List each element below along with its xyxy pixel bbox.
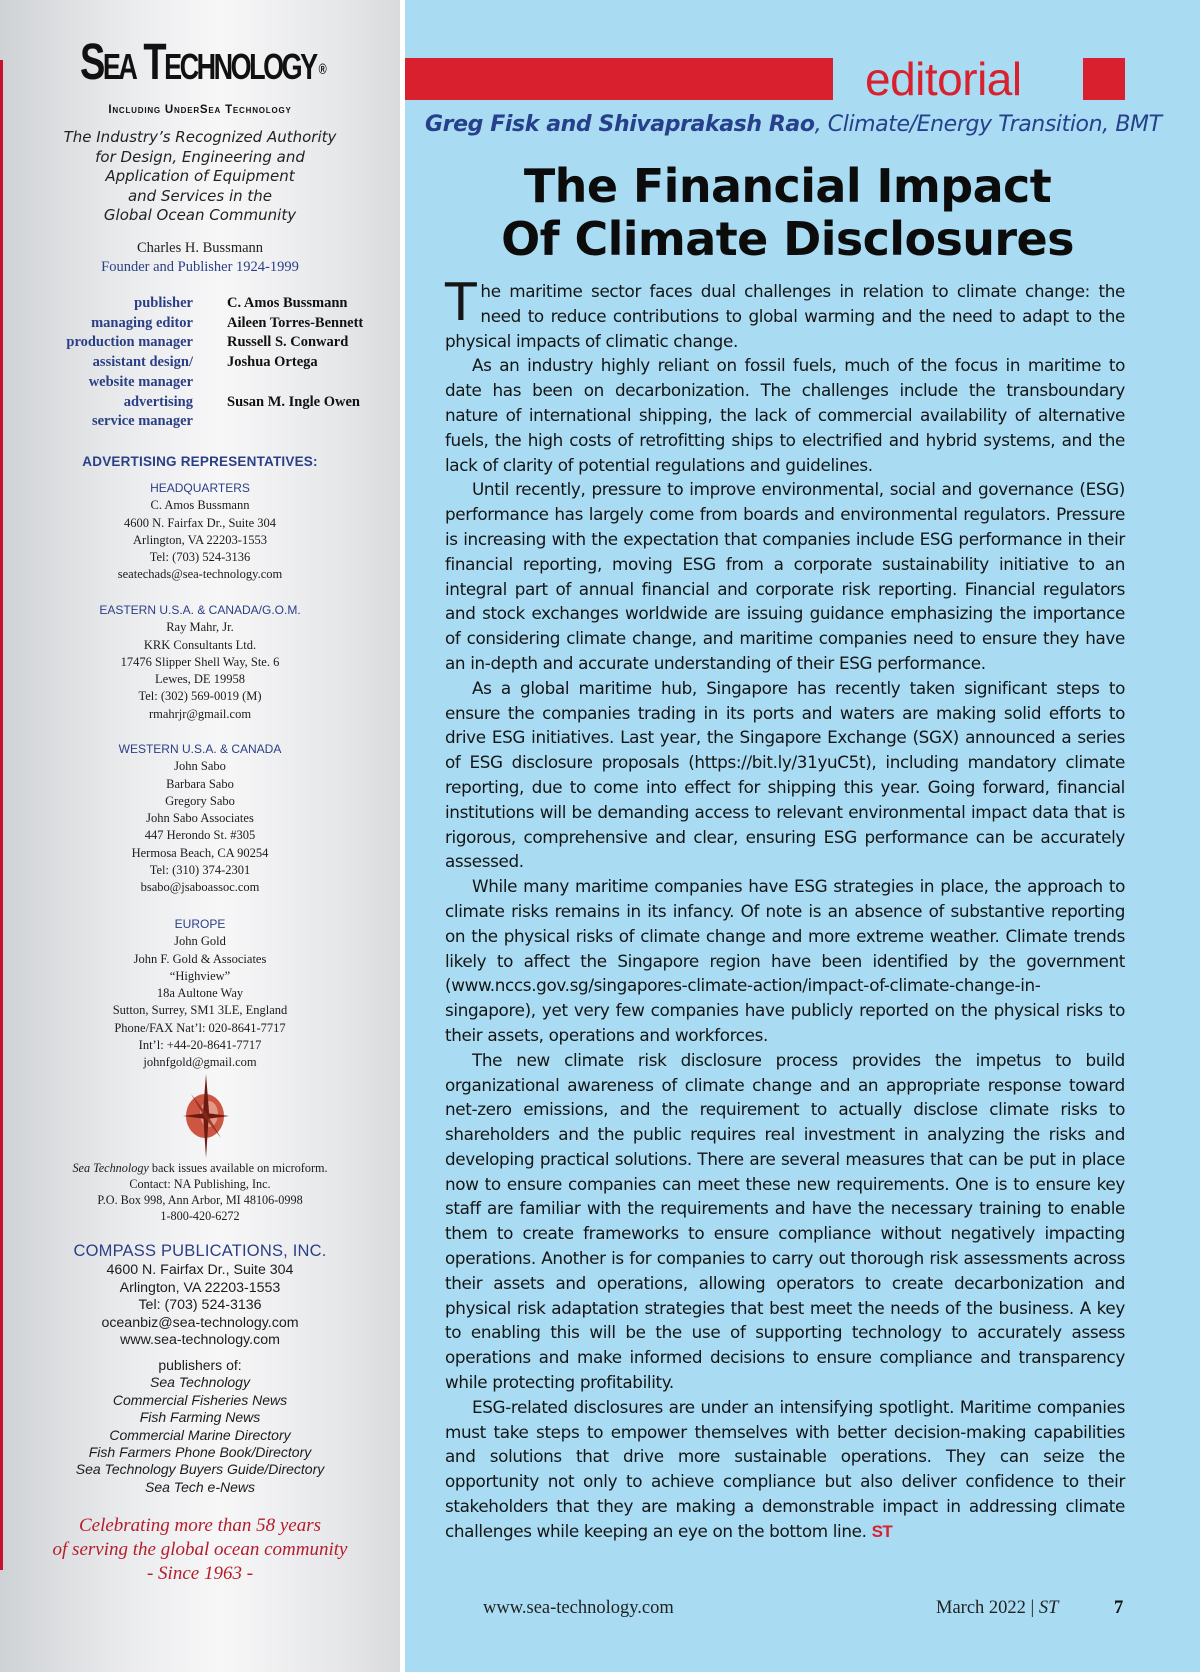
rep-line: Int’l: +44-20-8641-7717 xyxy=(138,1038,262,1053)
title-line: Of Climate Disclosures xyxy=(501,212,1074,266)
slogan-line: Celebrating more than 58 years xyxy=(78,1515,322,1536)
rep-title: WESTERN U.S.A. & CANADA xyxy=(118,742,282,756)
rep-line: Tel: (703) 524-3136 xyxy=(149,550,251,565)
staff-row xyxy=(0,393,400,413)
rep-headquarters xyxy=(40,480,360,584)
rep-europe xyxy=(40,916,360,1072)
staff-list xyxy=(0,294,400,432)
anniversary-slogan xyxy=(40,1514,360,1586)
slogan-line: - Since 1963 - xyxy=(146,1563,254,1584)
body-paragraph: The new climate risk disclosure process provides the impetus to build organizational awareness of climate change and an appropriate response toward net-zero emissions, and the requirement to actually disclose climate risks to shareholders and the public requires real investment in analyzing the risks and developing practical solutions. There are several measures that can be put in place now to ensure companies can meet these new requirements. One is to ensure key staff are familiar with the requirements and have the necessary training to enable them to create frameworks to ensure compliance without negatively impacting operations. Another is for companies to carry out thorough risk assessments across their assets and operations, allowing operators to create decarbonization and physical risk adaptation strategies that best meet the needs of the business. A key to enabling this will be the use of supporting technology to accurately assess operations and make informed decisions to ensure compliance and transparency while protecting profitability. xyxy=(445,1049,1125,1393)
rep-email[interactable]: johnfgold@gmail.com xyxy=(143,1055,257,1070)
rep-line: Tel: (310) 374-2301 xyxy=(149,863,251,878)
tagline-line: for Design, Engineering and xyxy=(95,147,305,166)
editorial-article xyxy=(405,0,1200,1672)
tagline-line: Application of Equipment xyxy=(105,167,295,186)
rep-line: John Sabo Associates xyxy=(146,811,254,826)
publication-title: Commercial Marine Directory xyxy=(109,1426,291,1443)
rep-line: 17476 Slipper Shell Way, Ste. 6 xyxy=(120,654,280,669)
masthead-column xyxy=(0,0,400,1672)
body-paragraph xyxy=(445,273,1125,353)
rep-line: Lewes, DE 19958 xyxy=(155,672,245,687)
body-paragraph: As a global maritime hub, Singapore has recently taken significant steps to ensure the companies trading in its ports and waters are making solid efforts to drive ESG initiatives. Last year, the Singapore Exchange (SGX) announced a series of ESG disclosure proposals (https://bit.ly/31yuC5t), including mandatory climate reporting, due to come into effect for shipping this year. Going forward, financial institutions will be demanding access to relevant environmental impact data that is rigorous, comprehensive and clear, ensuring ESG performance can be accurately assessed. xyxy=(445,677,1125,872)
red-edge-strip xyxy=(0,60,3,1570)
rep-western xyxy=(40,741,360,897)
body-paragraph: As an industry highly reliant on fossil fuels, much of the focus in maritime to date has been on decarbonization. The challenges include the transboundary nature of international shipping, the lack of commercial availability of alternative fuels, the high costs of retrofitting ships to electrified and hybrid systems, and the lack of clarity of potential regulations and guidelines. xyxy=(445,355,1125,475)
footer-issue-date xyxy=(936,1598,1058,1619)
rep-line: Barbara Sabo xyxy=(166,776,234,791)
staff-row xyxy=(0,314,400,334)
staff-role: service manager xyxy=(91,413,193,430)
rep-title: EASTERN U.S.A. & CANADA/G.O.M. xyxy=(99,603,301,617)
ad-reps-heading: ADVERTISING REPRESENTATIVES: xyxy=(82,454,318,469)
rep-line: Phone/FAX Nat’l: 020-8641-7717 xyxy=(114,1020,286,1035)
publisher-email[interactable]: oceanbiz@sea-technology.com xyxy=(101,1314,299,1331)
byline-authors: Greg Fisk and Shivaprakash Rao xyxy=(425,112,815,137)
staff-row xyxy=(0,412,400,432)
publisher-website[interactable]: www.sea-technology.com xyxy=(120,1332,280,1349)
staff-role: website manager xyxy=(88,373,193,390)
staff-person: Aileen Torres-Bennett xyxy=(227,314,364,331)
logo-subtitle: Including UnderSea Technology xyxy=(108,104,292,116)
article-title xyxy=(405,160,1170,266)
rep-line: Gregory Sabo xyxy=(165,793,235,808)
rep-line: Arlington, VA 22203-1553 xyxy=(133,532,267,547)
microform-line: Contact: NA Publishing, Inc. xyxy=(129,1177,271,1191)
rep-title: HEADQUARTERS xyxy=(150,481,250,495)
registered-mark: ® xyxy=(318,61,327,78)
rep-line: Ray Mahr, Jr. xyxy=(166,620,234,635)
staff-row xyxy=(0,353,400,373)
page-number: 7 xyxy=(1114,1598,1124,1618)
microform-first-line xyxy=(40,1160,360,1176)
publisher-line: 4600 N. Fairfax Dr., Suite 304 xyxy=(106,1262,294,1278)
microform-title: Sea Technology xyxy=(72,1161,149,1175)
publication-title: Commercial Fisheries News xyxy=(112,1391,288,1408)
section-label: editorial xyxy=(865,53,1022,105)
rep-line: “Highview” xyxy=(169,968,231,983)
microform-text: back issues available on microform. xyxy=(148,1161,328,1175)
logo-text: Sea Technology xyxy=(80,34,316,92)
founder-credit xyxy=(40,239,360,277)
staff-row xyxy=(0,333,400,353)
footer-url[interactable]: www.sea-technology.com xyxy=(483,1598,674,1618)
logo-wordmark xyxy=(80,36,327,97)
publication-title: Fish Farming News xyxy=(139,1409,261,1426)
byline xyxy=(425,112,1162,137)
body-paragraph xyxy=(445,1395,1125,1545)
staff-role: publisher xyxy=(134,295,193,311)
rep-line: Sutton, Surrey, SM1 3LE, England xyxy=(112,1003,288,1018)
staff-person: Susan M. Ingle Owen xyxy=(227,393,360,410)
rep-line: John F. Gold & Associates xyxy=(133,951,267,966)
microform-line: P.O. Box 998, Ann Arbor, MI 48106-0998 xyxy=(97,1193,303,1207)
compass-rose-icon xyxy=(181,1072,231,1160)
paragraph-text: he maritime sector faces dual challenges in relation to climate change: the need to reduce contributions to global warming and the need to adapt to the physical impacts of climatic change. xyxy=(445,281,1125,351)
rep-line: John Sabo xyxy=(174,759,226,774)
staff-role: assistant design/ xyxy=(92,354,193,371)
section-red-bar xyxy=(405,58,833,100)
rep-title: EUROPE xyxy=(174,917,226,931)
tagline-line: The Industry’s Recognized Authority xyxy=(63,128,337,146)
article-body xyxy=(445,273,1125,1545)
rep-line: 4600 N. Fairfax Dr., Suite 304 xyxy=(123,515,277,530)
end-mark: ST xyxy=(871,1521,893,1541)
slogan-line: of serving the global ocean community xyxy=(52,1539,348,1560)
logo xyxy=(80,34,380,92)
rep-eastern xyxy=(40,602,360,723)
rep-email[interactable]: seatechads@sea-technology.com xyxy=(117,567,283,582)
rep-line: John Gold xyxy=(174,934,226,949)
rep-line: Tel: (302) 569-0019 (M) xyxy=(138,689,262,704)
publication-title: Fish Farmers Phone Book/Directory xyxy=(88,1444,312,1461)
founder-name: Charles H. Bussmann xyxy=(136,240,264,256)
microform-notice xyxy=(40,1160,360,1224)
staff-role: advertising xyxy=(123,393,193,410)
publications-label: publishers of: xyxy=(158,1357,242,1373)
staff-role: production manager xyxy=(66,334,193,351)
publications-list xyxy=(40,1357,360,1496)
publication-title: Sea Technology Buyers Guide/Directory xyxy=(75,1461,325,1478)
rep-line: 18a Aultone Way xyxy=(156,986,244,1001)
staff-person: C. Amos Bussmann xyxy=(227,295,348,311)
drop-cap: T xyxy=(445,273,477,333)
rep-line: Hermosa Beach, CA 90254 xyxy=(131,845,269,860)
publisher-line: Tel: (703) 524-3136 xyxy=(138,1297,262,1314)
tagline-line: Global Ocean Community xyxy=(103,206,297,225)
rep-line: KRK Consultants Ltd. xyxy=(143,637,257,652)
paragraph-text: ESG-related disclosures are under an intensifying spotlight. Maritime companies must take steps to empower themselves with better decision-making capabilities and solutions that drive more sustainable operations. They can seize the opportunity not only to achieve compliance but also deliver confidence to their stakeholders that they are making a demonstrable impact in addressing climate challenges while keeping an eye on the bottom line. xyxy=(445,1396,1125,1541)
body-paragraph: While many maritime companies have ESG strategies in place, the approach to climate risks remains in its infancy. Of note is an absence of substantive reporting on the physical risks of climate change and more extreme weather. Climate trends likely to affect the Singapore region have been identified by the government (www.nccs.gov.sg/singapores-climate-action/impact-of-climate-change-in-singapore), yet very few companies have publicly reported on the physical risks to their assets, operations and workforces. xyxy=(445,876,1125,1045)
microform-line: 1-800-420-6272 xyxy=(160,1209,240,1223)
section-red-square xyxy=(1083,58,1125,100)
tagline-line: and Services in the xyxy=(127,186,273,205)
publication-title: Sea Technology xyxy=(150,1374,250,1391)
publisher-line: Arlington, VA 22203-1553 xyxy=(119,1279,281,1296)
issue-date: March 2022 | xyxy=(936,1598,1039,1618)
staff-row xyxy=(0,373,400,393)
publication-title: Sea Tech e-News xyxy=(145,1478,255,1495)
byline-affiliation: , Climate/Energy Transition, BMT xyxy=(814,112,1162,137)
compass-publications xyxy=(40,1240,360,1350)
staff-role: managing editor xyxy=(91,314,193,331)
body-paragraph: Until recently, pressure to improve environmental, social and governance (ESG) performance has largely come from boards and environmental regulators. Pressure is increasing with the expectation that companies include ESG performance in their financial reporting, moving ESG from a corporate sustainability initiative to an integral part of annual financial and corporate risk reporting. Financial regulators and stock exchanges worldwide are issuing guidance emphasizing the importance of considering climate change, and maritime companies need to ensure they have an in-depth and accurate understanding of their ESG performance. xyxy=(445,479,1125,673)
title-line: The Financial Impact xyxy=(523,159,1052,213)
publisher-name: COMPASS PUBLICATIONS, INC. xyxy=(73,1242,327,1260)
rep-line: 447 Herondo St. #305 xyxy=(144,828,256,843)
tagline xyxy=(40,128,360,226)
staff-person: Russell S. Conward xyxy=(227,334,349,351)
rep-email[interactable]: bsabo@jsaboassoc.com xyxy=(140,880,260,895)
founder-role: Founder and Publisher 1924-1999 xyxy=(101,259,299,275)
rep-email[interactable]: rmahrjr@gmail.com xyxy=(148,706,252,721)
staff-row xyxy=(0,294,400,314)
rep-line: C. Amos Bussmann xyxy=(150,498,250,513)
magazine-abbrev: ST xyxy=(1038,1598,1059,1618)
staff-person: Joshua Ortega xyxy=(227,354,318,371)
